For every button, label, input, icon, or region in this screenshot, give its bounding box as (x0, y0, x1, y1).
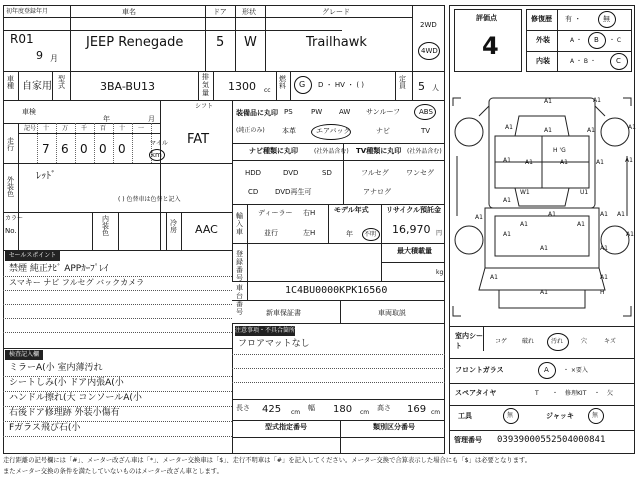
damage-mark: A1 (628, 124, 636, 131)
length-label: 長さ (236, 404, 250, 412)
digit-divider (113, 123, 114, 163)
damage-mark: A1 (600, 245, 608, 252)
import-left: 左H (303, 229, 316, 237)
reg-month: 9 (36, 49, 43, 62)
note-rule (3, 376, 232, 377)
damage-mark: W1 (520, 189, 530, 196)
reg-date-label: 初年度登録年月 (6, 8, 49, 15)
length-unit: cm (291, 409, 301, 416)
damage-mark: A1 (596, 159, 604, 166)
mileage-digit: 0 (99, 142, 107, 156)
attention-1: フロアマットなし (238, 339, 310, 349)
inspector-note: Fガラス飛び石(小 (9, 423, 81, 433)
seat-option: 汚れ (551, 338, 564, 345)
digit-divider (37, 123, 38, 163)
digit-header: 一 (138, 125, 145, 132)
mgmt-number: 0393900055250400084​1 (497, 435, 606, 445)
load-label: 最大積載量 (397, 247, 432, 255)
note-rule (3, 436, 232, 437)
mileage-digit: 0 (118, 142, 126, 156)
interior-opts: A ・ B ・ (570, 58, 596, 65)
manual-label: 車両取説 (378, 309, 406, 317)
digit-header: 万 (62, 125, 69, 132)
digit-divider (94, 123, 95, 163)
import-dealer: ディーラー (258, 209, 293, 217)
tool-value: 無 (507, 412, 514, 419)
kg-unit: kg (436, 269, 444, 276)
digit-divider (56, 123, 57, 163)
damage-mark: A1 (540, 289, 548, 296)
car-name-label: 車名 (122, 8, 136, 16)
mgmt-label: 管理番号 (454, 436, 482, 444)
cc-unit: cc (264, 87, 271, 94)
height-value: 169 (407, 404, 427, 415)
shape: W (244, 35, 257, 50)
form-label: 型式指定番号 (265, 423, 307, 431)
doors-label: ドア (213, 8, 227, 16)
navi-sub: (社外品含む) (314, 148, 349, 155)
damage-mark: A1 (544, 98, 552, 105)
seat-option: 破れ (522, 338, 535, 345)
damage-mark: A1 (560, 159, 568, 166)
equip-item: エアバック (316, 127, 351, 135)
damage-mark: A1 (548, 211, 556, 218)
exterior-tail: ・ C (609, 37, 622, 44)
damage-mark: A1 (600, 274, 608, 281)
damage-mark: A1 (625, 157, 633, 164)
equip-item: TV (421, 127, 431, 135)
inspector-title: 検査記入欄 (5, 350, 43, 360)
recycle-value: 16,970 (392, 223, 431, 236)
chassis-number: 1C4BU0000KPK16560 (285, 285, 388, 296)
ac-value: AAC (195, 223, 218, 236)
jack-label: ジャッキ (546, 412, 574, 420)
type-label: 型式 (58, 75, 65, 90)
equip-item: ABS (419, 108, 433, 116)
capacity-unit: 人 (432, 84, 439, 92)
use-label: 車種 (7, 75, 14, 90)
navi-dvd-play: DVD再生可 (275, 188, 312, 196)
inspector-note: ミラーA(小 室内薄汚れ (9, 363, 103, 373)
navi-cd: CD (248, 188, 259, 196)
spare-option: 修理KIT (565, 390, 587, 397)
inspect-month: 月 (148, 115, 155, 123)
exterior-opts: A ・ (570, 37, 583, 44)
equip-sub: (純正のみ) (236, 127, 265, 134)
damage-mark: A1 (525, 159, 533, 166)
damage-mark: A1 (600, 211, 608, 218)
inspect-year: 年 (103, 115, 110, 123)
damage-mark: A1 (540, 245, 548, 252)
model-year-unknown: 不明 (364, 231, 377, 238)
tool-label: 工具 (458, 412, 472, 420)
grade: Trailhawk (306, 35, 367, 50)
damage-mark: A1 (503, 231, 511, 238)
displacement: 1300 (228, 80, 256, 93)
color-note: ( ) 色替車は色替と記入 (118, 196, 181, 203)
damage-mark: A1 (503, 197, 511, 204)
drive-4wd: 4WD (421, 47, 438, 55)
damage-mark: A1 (577, 221, 585, 228)
seat-circle (547, 333, 569, 351)
run-label: 走行 (7, 137, 14, 152)
exterior-value: B (594, 36, 599, 44)
reg-year: R01 (10, 32, 34, 46)
damage-mark: A1 (475, 214, 483, 221)
exterior-label: 外装 (536, 36, 550, 44)
note-rule (3, 421, 232, 422)
warranty-label: 新車保証書 (266, 309, 301, 317)
length-value: 425 (262, 404, 282, 415)
interior-value: C (616, 57, 621, 65)
note-rule (3, 406, 232, 407)
recycle-label: リサイクル預託金 (386, 206, 442, 214)
fuel-g: G (299, 80, 306, 89)
sales-title: セールスポイント (5, 251, 60, 261)
digit-header: 十 (43, 125, 50, 132)
damage-mark: A1 (626, 231, 634, 238)
width-label: 幅 (308, 404, 315, 412)
interior-label: 内装 (536, 57, 550, 65)
capacity-label: 定員 (399, 75, 406, 90)
glass-a: A (544, 366, 549, 374)
damage-mark: U1 (580, 189, 589, 196)
inspector-note: 右後ドア修理跡 外装小傷有 (9, 408, 120, 418)
fuel-options: D ・ HV ・ ( ) (318, 81, 365, 89)
digit-header: 記号 (24, 125, 37, 132)
shift-value: FAT (187, 132, 210, 147)
mile-label: マイル (150, 140, 168, 147)
interior-color-label: 内装色 (102, 215, 109, 237)
model-year-label: モデル年式 (334, 206, 369, 214)
car-name: JEEP Renegade (86, 35, 184, 50)
width-value: 180 (333, 404, 353, 415)
tv-title: TV種類に丸印 (356, 147, 402, 155)
footer-line2: またメーター交換の条件を満たしていないものはメーター改ざん車とします。 (3, 468, 223, 475)
damage-mark: A1 (617, 211, 625, 218)
ac-label: 冷房 (170, 219, 177, 234)
damage-mark: A1 (593, 97, 601, 104)
digit-divider (75, 123, 76, 163)
score-label: 評価点 (476, 14, 497, 22)
displacement-label: 排気量 (202, 73, 209, 97)
damage-mark: A1 (587, 127, 595, 134)
tv-analog: アナログ (363, 188, 391, 196)
inspect-label: 車検 (22, 108, 36, 116)
spare-option: T (535, 390, 539, 397)
import-label: 輸入車 (236, 212, 243, 236)
digit-header: 十 (119, 125, 126, 132)
equip-item: サンルーフ (366, 108, 401, 116)
capacity: 5 (418, 80, 425, 93)
height-unit: cm (431, 409, 441, 416)
model-year-text: 年 (346, 230, 353, 238)
equip-title: 装備品に丸印 (236, 109, 278, 117)
sales-point-1: 禁煙 純正ﾅﾋﾞ APPｶｰﾌﾟﾚｲ (9, 264, 109, 274)
navi-dvd: DVD (283, 169, 299, 177)
damage-mark: H (600, 289, 605, 296)
navi-sd: SD (322, 169, 332, 177)
seat-option: 穴 (581, 338, 588, 345)
doors: 5 (216, 35, 225, 50)
seat-option: キズ (604, 338, 616, 345)
damage-mark: A1 (520, 221, 528, 228)
spare-label: スペアタイヤ (455, 389, 497, 397)
glass-rest: ・ ×要入 (563, 367, 588, 374)
height-label: 高さ (377, 404, 391, 412)
fuel-label: 燃料 (279, 75, 286, 90)
drive-2wd: 2WD (420, 21, 437, 29)
airbag-circle (311, 124, 351, 140)
equip-item: AW (339, 108, 351, 116)
equip-item: ナビ (376, 127, 390, 135)
color-label: 外装色 (7, 176, 14, 198)
spare-option: ・ (552, 390, 559, 397)
tv-fullseg: フルセグ (361, 169, 389, 177)
mileage-digit: 0 (80, 142, 88, 156)
tv-oneseg: ワンセグ (406, 169, 434, 177)
import-parallel: 並行 (264, 229, 278, 237)
repair-opts: 有 ・ (565, 15, 582, 23)
equip-item: 本革 (282, 127, 296, 135)
jack-value: 無 (592, 412, 599, 419)
no-label: No. (5, 227, 17, 235)
month-unit: 月 (50, 54, 58, 63)
spare-option: ・ (594, 390, 601, 397)
inspector-note: シートしみ(小 ドア内張A(小 (9, 378, 124, 388)
shift-label: シフト (195, 103, 214, 110)
repair-label: 修復歴 (531, 15, 552, 23)
tv-sub: (社外品含む) (407, 148, 442, 155)
damage-mark: A1 (505, 124, 513, 131)
type-code: 3BA-BU13 (100, 80, 155, 93)
repair-value: 無 (603, 15, 610, 23)
seat-option: コゲ (495, 338, 508, 345)
damage-mark: A1 (544, 127, 552, 134)
digit-divider (132, 123, 133, 163)
use-value: 自家用 (22, 81, 52, 92)
sales-point-2: スマキー ナビ フルセグ バックカメラ (9, 278, 145, 287)
spare-option: 欠 (607, 390, 614, 397)
chassis-label: 車台番号 (236, 284, 243, 316)
equip-item: PW (311, 108, 323, 116)
footer-line1: 走行距離の記号欄には「#」、メーター改ざん車は「*」、メーター交換車は「$」、走行不明車は「#」を記入してください。メーター交換で合算表示した場合にも「$」は必要となります。 (3, 457, 532, 464)
abs-circle (414, 104, 436, 120)
yen-unit: 円 (436, 230, 443, 237)
navi-hdd: HDD (245, 169, 262, 177)
damage-mark: H 'G (553, 147, 566, 154)
color-value: ﾚｯﾄﾞ (36, 171, 56, 182)
damage-mark: A1 (503, 157, 511, 164)
score-value: 4 (482, 32, 499, 60)
import-right: 右H (303, 209, 316, 217)
seat-label: 室内シート (455, 332, 483, 350)
grade-label: グレード (322, 8, 350, 16)
note-rule (3, 391, 232, 392)
attention-title: 注意事項・不具合箇所 (235, 327, 296, 334)
mileage-digit: 6 (61, 142, 69, 156)
shape-label: 形状 (242, 8, 256, 16)
mileage-digit: 7 (42, 142, 50, 156)
km-label: km (151, 151, 162, 159)
class-label: 類別区分番号 (373, 423, 415, 431)
glass-label: フロントガラス (455, 366, 504, 374)
color-no-label: カラー (5, 215, 24, 222)
damage-mark: A1 (490, 274, 498, 281)
reg-no-label: 登録番号 (236, 250, 243, 282)
digit-header: 百 (100, 125, 107, 132)
equip-item: PS (284, 108, 293, 116)
navi-title: ナビ種類に丸印 (249, 147, 298, 155)
inspector-note: ハンドル擦れ(大 コンソールA(小 (9, 393, 142, 403)
width-unit: cm (360, 409, 370, 416)
digit-header: 千 (81, 125, 88, 132)
